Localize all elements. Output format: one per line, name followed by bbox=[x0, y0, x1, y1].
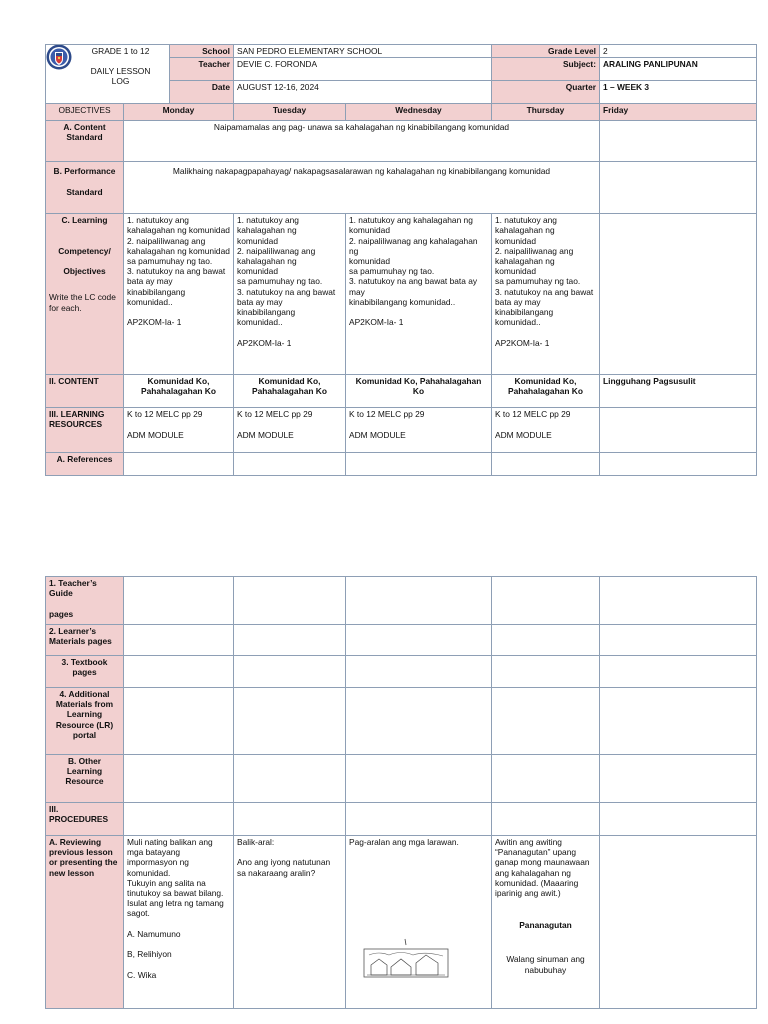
school-label: School bbox=[170, 45, 234, 58]
daily-lesson-log-table bbox=[45, 44, 757, 476]
objectives-header: OBJECTIVES bbox=[46, 104, 124, 121]
resources-tuesday: K to 12 MELC pp 29 ADM MODULE bbox=[234, 408, 346, 453]
performance-standard-label: B. Performance Standard bbox=[46, 162, 124, 214]
subject-label: Subject: bbox=[492, 58, 600, 81]
learners-materials-label: 2. Learner’s Materials pages bbox=[46, 625, 124, 656]
subject-value: ARALING PANLIPUNAN bbox=[600, 58, 757, 81]
content-tuesday: Komunidad Ko, Pahahalagahan Ko bbox=[234, 375, 346, 408]
content-thursday: Komunidad Ko, Pahahalagahan Ko bbox=[492, 375, 600, 408]
day-thursday: Thursday bbox=[492, 104, 600, 121]
date-value: AUGUST 12-16, 2024 bbox=[234, 81, 492, 104]
review-tuesday: Balik-aral: Ano ang iyong natutunan sa nakaraang aralin? bbox=[234, 836, 346, 1009]
competency-wednesday: 1. natutukoy ang kahalagahan ng komunidad 2. naipaliliwanag ang kahalagahan ng komunidad sa pamumuhay ng tao. 3. natutukoy na ang bawat bata ay may kinabibilangang komunidad.. AP2KOM-Ia- 1 bbox=[346, 214, 492, 375]
grade-level-label: Grade Level bbox=[492, 45, 600, 58]
references-label: A. References bbox=[46, 453, 124, 476]
review-thursday-text: Awitin ang awiting “Pananagutan” upang ganap mong maunawaan ang kahalagahan ng komunidad. (Maaaring iparinig ang awit.) bbox=[495, 837, 590, 899]
daily-lesson-log-table-continued bbox=[45, 576, 757, 1009]
quarter-label: Quarter bbox=[492, 81, 600, 104]
content-friday: Lingguhang Pagsusulit bbox=[600, 375, 757, 408]
competency-tuesday: 1. natutukoy ang kahalagahan ng komunidad 2. naipaliliwanag ang kahalagahan ng komunidad sa pamumuhay ng tao. 3. natutukoy na ang bawat bata ay may kinabibilangang komunidad.. AP2KOM-Ia- 1 bbox=[234, 214, 346, 375]
review-wednesday-text: Pag-aralan ang mga larawan. bbox=[349, 837, 459, 847]
additional-materials-label: 4. Additional Materials from Learning Resource (LR) portal bbox=[46, 688, 124, 755]
other-resource-label: B. Other Learning Resource bbox=[46, 755, 124, 803]
competency-monday: 1. natutukoy ang kahalagahan ng komunidad 2. naipaliliwanag ang kahalagahan ng komunidad sa pamumuhay ng tao. 3. natutukoy na ang bawat bata ay may kinabibilangang komunidad.. AP2KOM-Ia- 1 bbox=[124, 214, 234, 375]
grade-level-value: 2 bbox=[600, 45, 757, 58]
teachers-guide-label: 1. Teacher’s Guide pages bbox=[46, 577, 124, 625]
review-wednesday bbox=[346, 836, 492, 1009]
quarter-value: 1 – WEEK 3 bbox=[600, 81, 757, 104]
school-value: SAN PEDRO ELEMENTARY SCHOOL bbox=[234, 45, 492, 58]
doc-title: DAILY LESSON LOG bbox=[90, 66, 151, 87]
performance-standard-text: Malikhaing nakapagpapahayag/ nakapagsasalarawan ng kahalagahan ng kinabibilangang komunidad bbox=[124, 162, 600, 214]
grade-range: GRADE 1 to 12 bbox=[91, 46, 150, 56]
review-monday: Muli nating balikan ang mga batayang impormasyon ng komunidad. Tukuyin ang salita na tinutukoy sa bawat bilang. Isulat ang letra ng tamang sagot. A. Namumuno B, Relihiyon C. Wika bbox=[124, 836, 234, 1009]
song-title: Pananagutan bbox=[519, 920, 572, 931]
day-friday: Friday bbox=[600, 104, 757, 121]
content-standard-text: Naipamamalas ang pag- unawa sa kahalagahan ng kinabibilangang komunidad bbox=[124, 121, 600, 162]
content-wednesday: Komunidad Ko, Pahahalagahan Ko bbox=[346, 375, 492, 408]
content-monday: Komunidad Ko, Pahahalagahan Ko bbox=[124, 375, 234, 408]
day-tuesday: Tuesday bbox=[234, 104, 346, 121]
resources-thursday: K to 12 MELC pp 29 ADM MODULE bbox=[492, 408, 600, 453]
content-standard-label: A. Content Standard bbox=[46, 121, 124, 162]
review-thursday bbox=[492, 836, 600, 1009]
procedures-label: III. PROCEDURES bbox=[46, 803, 124, 836]
review-label: A. Reviewing previous lesson or presenting the new lesson bbox=[46, 836, 124, 1009]
community-sketch-image bbox=[361, 927, 451, 987]
competency-thursday: 1. natutukoy ang kahalagahan ng komunidad 2. naipaliliwanag ang kahalagahan ng komunidad sa pamumuhay ng tao. 3. natutukoy na ang bawat bata ay may kinabibilangang komunidad.. AP2KOM-Ia- 1 bbox=[492, 214, 600, 375]
day-monday: Monday bbox=[124, 104, 234, 121]
competency-label: C. Learning Competency/ Objectives Write the LC code for each. bbox=[46, 214, 124, 375]
teacher-label: Teacher bbox=[170, 58, 234, 81]
content-label: II. CONTENT bbox=[46, 375, 124, 408]
resources-label: III. LEARNING RESOURCES bbox=[46, 408, 124, 453]
date-label: Date bbox=[170, 81, 234, 104]
song-line: Walang sinuman ang nabubuhay bbox=[506, 954, 585, 975]
textbook-label: 3. Textbook pages bbox=[46, 656, 124, 688]
day-wednesday: Wednesday bbox=[346, 104, 492, 121]
resources-monday: K to 12 MELC pp 29 ADM MODULE bbox=[124, 408, 234, 453]
teacher-value: DEVIE C. FORONDA bbox=[234, 58, 492, 81]
resources-wednesday: K to 12 MELC pp 29 ADM MODULE bbox=[346, 408, 492, 453]
